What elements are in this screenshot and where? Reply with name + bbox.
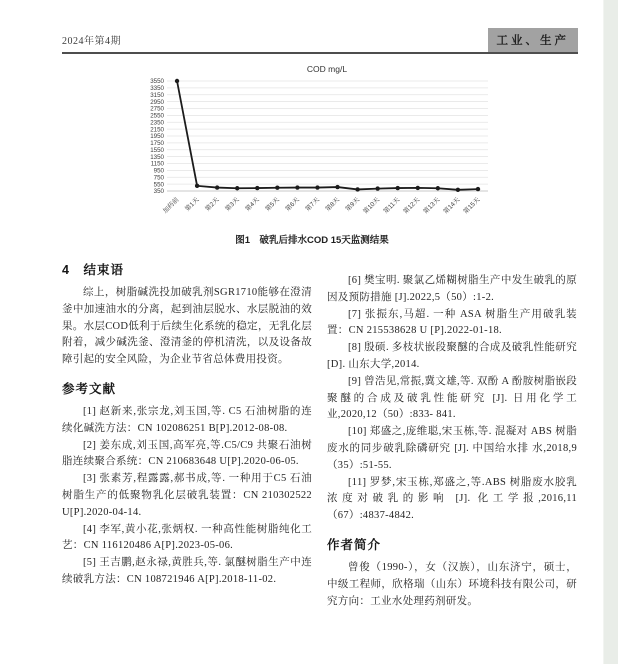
page-header (62, 28, 578, 54)
reference-item: [7] 张振东,马超. 一种 ASA 树脂生产用破乳装置：CN 215538628 U [P].2022-01-18. (327, 308, 577, 337)
cod-line-chart (140, 75, 552, 227)
svg-text:1950: 1950 (150, 133, 164, 141)
svg-text:350: 350 (153, 188, 164, 196)
svg-text:第2天: 第2天 (204, 196, 221, 213)
svg-text:第12天: 第12天 (402, 196, 422, 216)
reference-item: [10] 郑盛之,庞维聪,宋玉栋,等. 混凝对 ABS 树脂废水的同步破乳除磷研究 [J]. 中国给水排 水,2018,9（35）:51-55. (327, 426, 577, 471)
svg-text:2750: 2750 (150, 105, 164, 113)
svg-text:第14天: 第14天 (442, 196, 462, 216)
svg-text:2550: 2550 (150, 112, 164, 120)
references-list-left (62, 404, 312, 589)
svg-text:2950: 2950 (150, 98, 164, 106)
conclusion-paragraph: 综上，树脂碱洗投加破乳剂SGR1710能够在澄清釜中加速油水的分离，起到油层脱水、水层脱油的效果。水层COD低利于后续生化系统的稳定，无乳化层附着，减少碱洗釜、澄清釜的停机清洗，以及设备故障引起的安全风险，为企业节省总体费用投资。 (62, 287, 312, 366)
references-heading: 参考文献 (62, 381, 117, 396)
svg-text:第13天: 第13天 (422, 196, 442, 216)
reference-item: [1] 赵新来,张宗龙,刘玉国,等. C5 石油树脂的连续化碱洗方法：CN 102086251 B[P].2012-08-08. (62, 405, 312, 434)
svg-text:加药前: 加药前 (161, 196, 181, 215)
chart-title: COD mg/L (306, 64, 348, 74)
svg-text:第5天: 第5天 (264, 196, 281, 213)
reference-item: [4] 李军,黄小花,张炳权. 一种高性能树脂纯化工艺：CN 116120486 A[P].2023-05-06. (62, 523, 312, 552)
right-column (327, 260, 577, 610)
author-heading: 作者简介 (327, 537, 382, 552)
svg-text:1150: 1150 (150, 160, 164, 168)
svg-text:第10天: 第10天 (362, 196, 382, 216)
reference-item: [5] 王吉鹏,赵永禄,黄胜兵,等. 氯醚树脂生产中连续破乳方法：CN 108721946 A[P].2018-11-02. (62, 557, 312, 585)
svg-text:第1天: 第1天 (184, 196, 201, 213)
svg-text:第11天: 第11天 (382, 196, 402, 216)
svg-text:第6天: 第6天 (284, 196, 301, 213)
figure-caption: 图1 破乳后排水COD 15天监测结果 (235, 235, 389, 246)
svg-text:3350: 3350 (150, 85, 164, 93)
svg-text:950: 950 (153, 167, 164, 175)
svg-text:第9天: 第9天 (344, 196, 362, 213)
section-tag: 工业、生产 (488, 28, 579, 52)
svg-text:1550: 1550 (150, 146, 164, 154)
references-list-right (327, 273, 577, 525)
reference-item: [3] 张素芳,程露露,郝书成,等. 一种用于C5 石油树脂生产的低聚物乳化层破乳装置：CN 210302522 U[P].2020-04-14. (62, 473, 312, 518)
reference-item: [9] 曾浩见,常振,冀文雄,等. 双酚 A 酚胺树脂嵌段聚醚的合成及破乳性能研究 [J]. 日用化学工业,2020,12（50）:833- 841. (327, 375, 577, 421)
reference-item: [11] 罗梦,宋玉栋,郑盛之,等.ABS 树脂废水胶乳浓度对破乳的影响 [J]. 化工学报,2016,11（67）:4837-4842. (327, 476, 577, 522)
reference-item: [2] 姜东成,刘玉国,高军亮,等.C5/C9 共聚石油树脂连续聚合系统：CN 210683648 U[P].2020-06-05. (62, 439, 312, 468)
svg-text:第4天: 第4天 (244, 196, 261, 213)
svg-text:1750: 1750 (150, 140, 164, 148)
cod-chart-figure (140, 64, 552, 246)
svg-text:第3天: 第3天 (224, 196, 241, 213)
svg-text:2150: 2150 (150, 126, 164, 134)
left-column (62, 260, 312, 610)
two-column-body (62, 260, 577, 610)
reference-item: [8] 殷硕. 多枝状嵌段聚醚的合成及破乳性能研究 [D]. 山东大学,2014. (327, 342, 577, 370)
svg-text:1350: 1350 (150, 153, 164, 161)
scan-edge (603, 0, 618, 664)
svg-text:3150: 3150 (150, 91, 164, 99)
reference-item: [6] 樊宝明. 聚氯乙烯糊树脂生产中发生破乳的原因及预防措施 [J].2022,5（50）:1-2. (327, 275, 577, 303)
svg-text:第8天: 第8天 (324, 196, 341, 213)
svg-text:第15天: 第15天 (462, 196, 482, 216)
conclusion-heading: 4 结束语 (62, 263, 124, 277)
svg-text:2350: 2350 (150, 119, 164, 127)
svg-text:第7天: 第7天 (304, 196, 321, 213)
issue-label: 2024年第4期 (62, 36, 121, 47)
svg-text:550: 550 (153, 181, 164, 189)
author-bio: 曾俊（1990-），女（汉族），山东济宁，硕士，中级工程师，欣格瑞（山东）环境科技有限公司，研究方向：工业水处理药剂研发。 (327, 561, 577, 607)
svg-text:750: 750 (153, 174, 164, 182)
svg-text:3550: 3550 (150, 78, 164, 86)
